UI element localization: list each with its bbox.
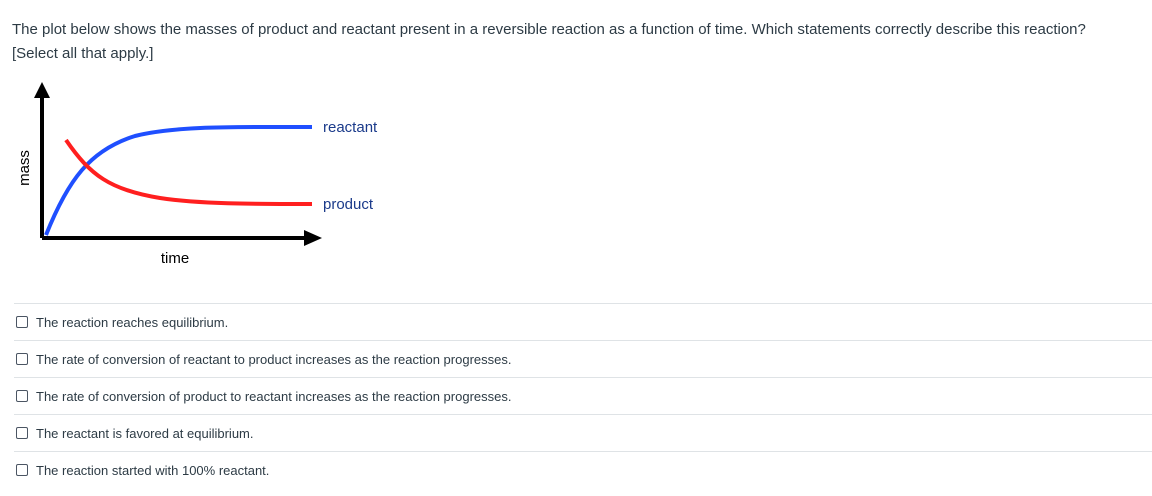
checkbox[interactable] bbox=[16, 427, 28, 439]
checkbox[interactable] bbox=[16, 353, 28, 365]
legend-product: product bbox=[323, 196, 374, 213]
y-axis-arrow bbox=[34, 82, 50, 98]
answer-list bbox=[14, 303, 1152, 488]
answer-label: The reactant is favored at equilibrium. bbox=[36, 425, 254, 441]
mass-time-plot bbox=[0, 80, 420, 280]
answer-option[interactable] bbox=[14, 414, 1152, 451]
answer-label: The reaction reaches equilibrium. bbox=[36, 314, 229, 330]
answer-label: The rate of conversion of product to reactant increases as the reaction progresses. bbox=[36, 388, 512, 404]
x-axis-label: time bbox=[160, 250, 190, 267]
answer-option[interactable] bbox=[14, 377, 1152, 414]
answer-label: The rate of conversion of reactant to product increases as the reaction progresses. bbox=[36, 351, 512, 367]
legend-reactant: reactant bbox=[323, 119, 378, 136]
plot-svg bbox=[0, 80, 420, 280]
question-text bbox=[12, 18, 1148, 66]
answer-option[interactable] bbox=[14, 340, 1152, 377]
question-prompt: The plot below shows the masses of product and reactant present in a reversible reaction as a function of time. Which statements correctly describe this reaction? bbox=[12, 21, 1086, 38]
x-axis-arrow bbox=[304, 230, 322, 246]
answer-option[interactable] bbox=[14, 451, 1152, 488]
y-axis-label: mass bbox=[16, 150, 33, 186]
question-instruction: [Select all that apply.] bbox=[12, 45, 154, 62]
checkbox[interactable] bbox=[16, 390, 28, 402]
answer-label: The reaction started with 100% reactant. bbox=[36, 462, 270, 478]
series-line-reactant bbox=[46, 127, 312, 235]
checkbox[interactable] bbox=[16, 464, 28, 476]
answer-option[interactable] bbox=[14, 303, 1152, 340]
checkbox[interactable] bbox=[16, 316, 28, 328]
